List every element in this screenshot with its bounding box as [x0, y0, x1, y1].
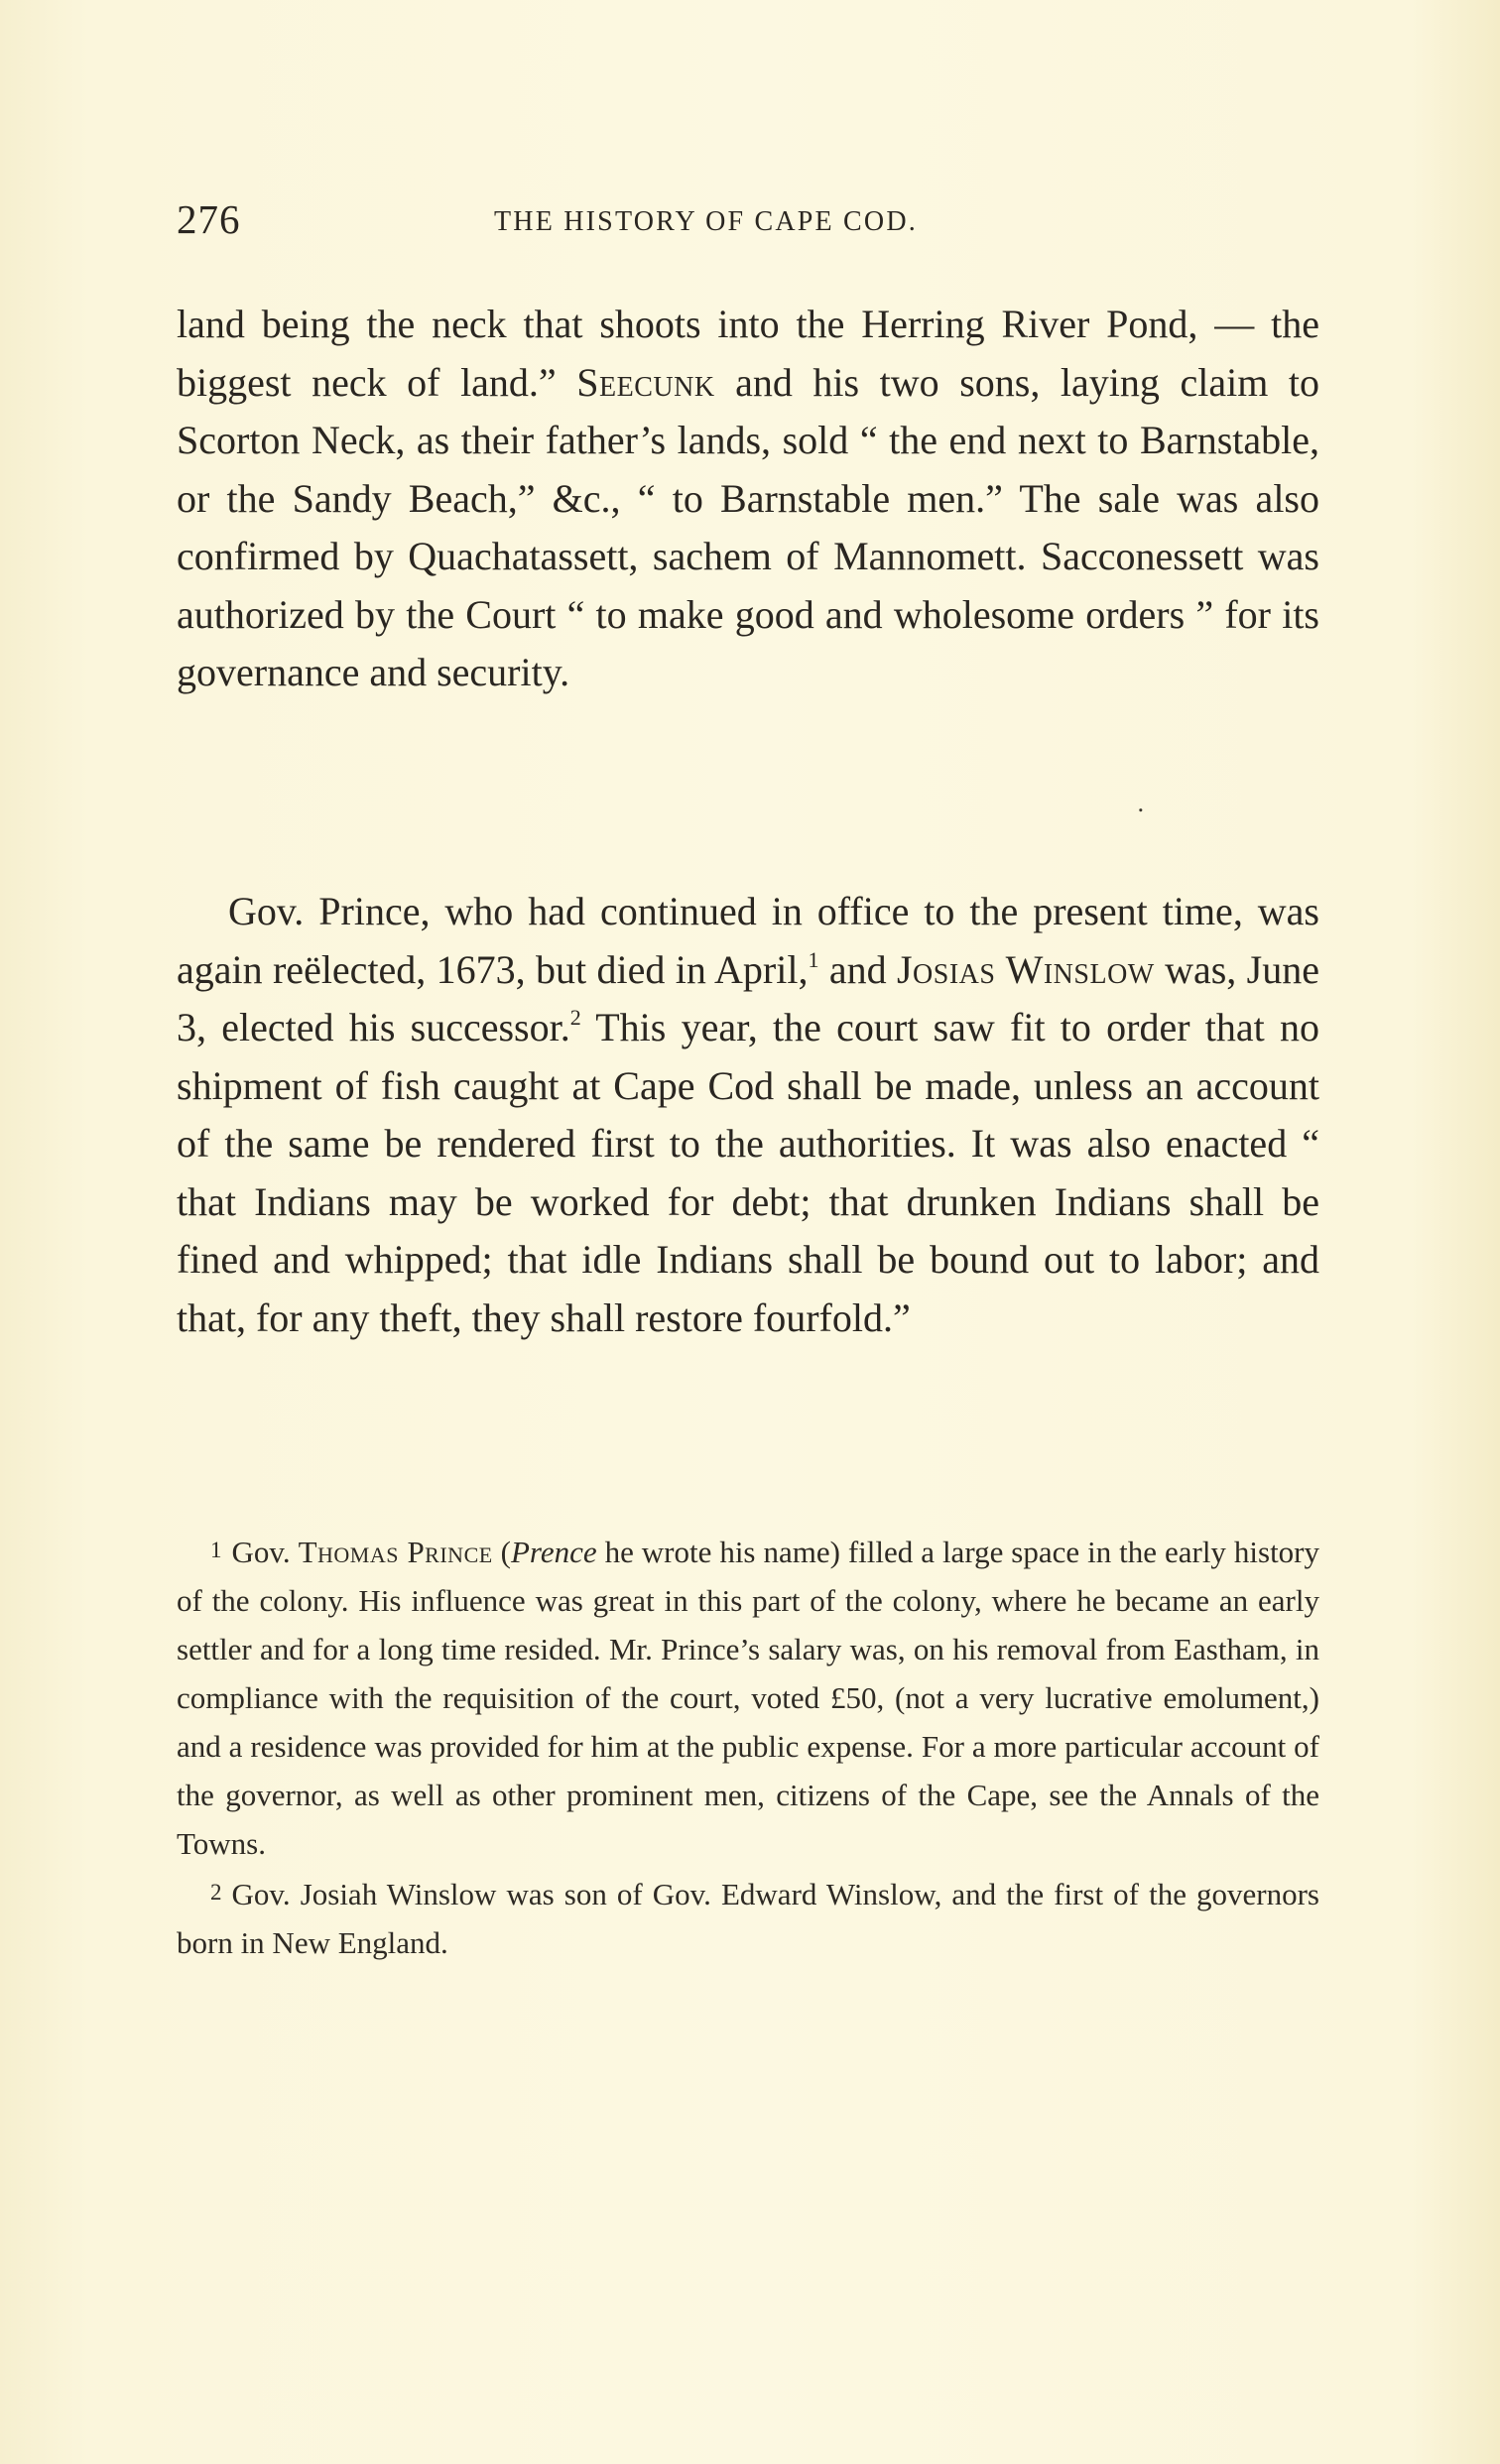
footnote-1-segment-c: he wrote his name) filled a large space in the early history of the colony. His influence was great in this part of the colony, where he became an early settler and for a long time resided. Mr. Prince’s salary was, on his removal from Eastham, in compliance with the requisition of the court, voted £50, (not a very lucrative emolument,) and a residence was provided for him at the public expense. For a more particular account of the governor, as well as other prominent men, citizens of the Cape, see the Annals of the Towns.: [177, 1535, 1320, 1861]
footnotes: [177, 1526, 1319, 1967]
paragraph-1: [177, 296, 1319, 702]
josias-winslow-name: Josias Winslow: [896, 946, 1155, 992]
paragraph-2-segment-c: was, June 3, elected his successor.: [177, 946, 1319, 1049]
footnote-2-text: Gov. Josiah Winslow was son of Gov. Edward Winslow, and the first of the governors born in New England.: [177, 1877, 1319, 1960]
footnote-2-marker: 2: [210, 1880, 222, 1905]
paragraph-2-segment-a: Gov. Prince, who had continued in office to the present time, was again reëlected, 1673, but died in April,: [177, 889, 1319, 992]
paragraph-2: [177, 883, 1319, 1347]
footnote-ref-2[interactable]: 2: [569, 1005, 581, 1030]
paragraph-1-segment-b: and his two sons, laying claim to Scorton Neck, as their father’s lands, sold “ the end next to Barnstable, or the Sandy Beach,” &c., “ to Barnstable men.” The sale was also confirmed by Quachatassett, sachem of Mannomett. Sacconessett was authorized by the Court “ to make good and wholesome orders ” for its governance and security.: [177, 359, 1319, 694]
paragraph-2-text: [177, 883, 1319, 1347]
footnote-ref-1[interactable]: 1: [808, 946, 819, 972]
seecunk-name: Seecunk: [576, 359, 715, 405]
stray-print-mark: .: [1137, 790, 1145, 817]
thomas-prince-name: Thomas Prince: [298, 1535, 493, 1569]
paragraph-2-segment-d: This year, the court saw fit to order that no shipment of fish caught at Cape Cod shall be made, unless an account of the same be rendered first to the authorities. It was also enacted “ that Indians may be worked for debt; that drunken Indians shall be fined and whipped; that idle Indians shall be bound out to labor; and that, for any theft, they shall restore fourfold.”: [177, 1005, 1320, 1340]
paragraph-1-segment-a: land being the neck that shoots into the Herring River Pond, — the biggest neck of land.”: [177, 302, 1319, 405]
footnote-1: [177, 1526, 1319, 1868]
footnote-1-segment-a: Gov.: [231, 1535, 299, 1569]
footnote-1-marker: 1: [210, 1538, 222, 1562]
running-title: THE HISTORY OF CAPE COD.: [494, 206, 918, 237]
prence-spelling: Prence: [510, 1535, 597, 1569]
paragraph-2-segment-b: and: [818, 946, 897, 992]
paragraph-1-text: [177, 296, 1319, 702]
footnote-2: [177, 1868, 1319, 1967]
page-number: 276: [177, 196, 241, 242]
page-header: [177, 194, 1319, 244]
footnote-1-segment-b: (: [492, 1535, 511, 1569]
